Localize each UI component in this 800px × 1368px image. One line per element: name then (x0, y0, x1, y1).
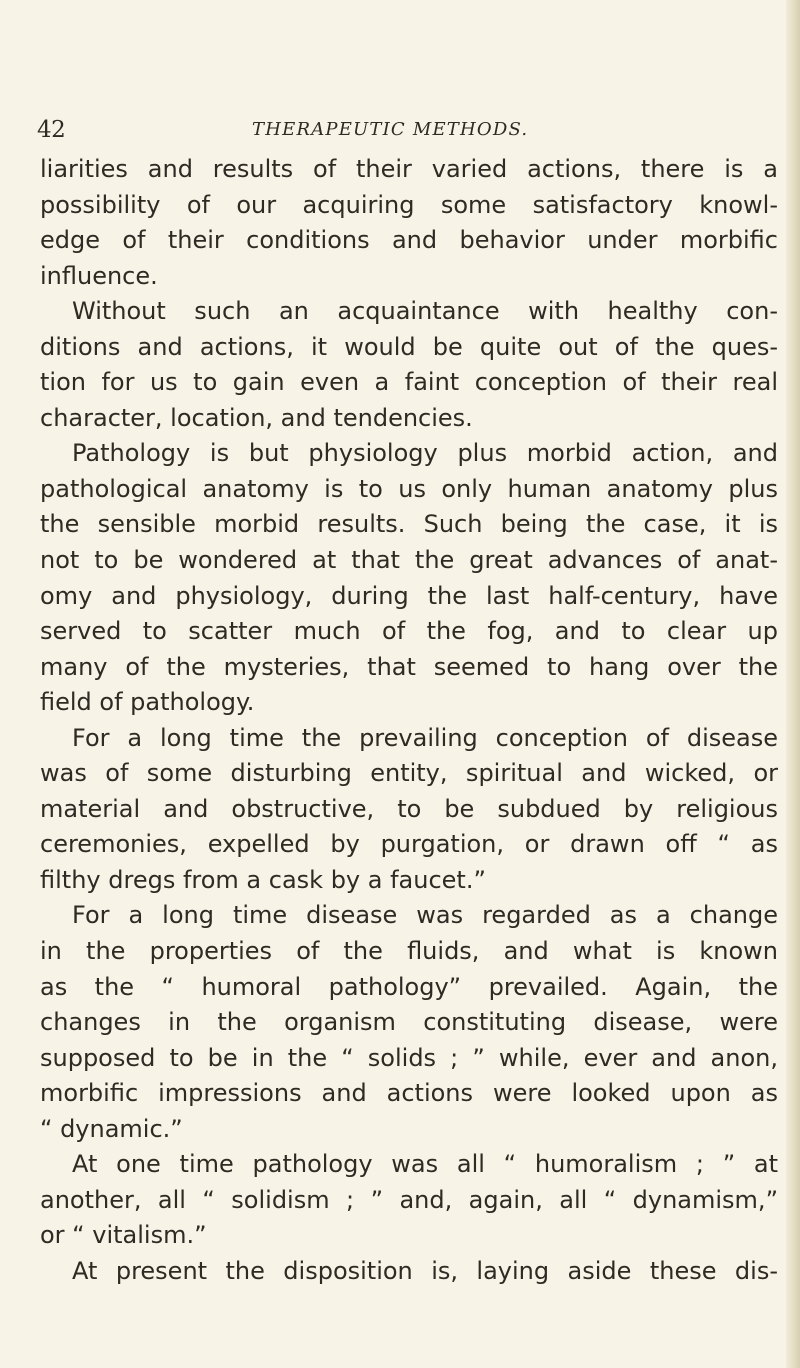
text-line: pathological anatomy is to us only human anatomy plus (40, 474, 778, 503)
text-line: supposed to be in the “ solids ; ” while, ever and anon, (40, 1043, 778, 1072)
text-line: the sensible morbid results. Such being the case, it is (40, 510, 778, 539)
text-line: changes in the organism constituting disease, were (40, 1008, 778, 1037)
text-line: in the properties of the fluids, and what is known (40, 937, 778, 966)
text-line: another, all “ solidism ; ” and, again, all “ dynamism,” (40, 1185, 778, 1214)
text-line: was of some disturbing entity, spiritual and wicked, or (40, 759, 778, 788)
text-line: many of the mysteries, that seemed to hang over the (40, 652, 778, 681)
text-line: influence. (40, 261, 158, 290)
text-line: as the “ humoral pathology” prevailed. Again, the (40, 972, 778, 1001)
text-line: Without such an acquaintance with healthy con- (72, 297, 778, 326)
page-header (0, 117, 800, 147)
text-line: character, location, and tendencies. (40, 403, 473, 432)
text-line: At one time pathology was all “ humoralism ; ” at (72, 1150, 778, 1179)
text-line: For a long time disease was regarded as a change (72, 901, 778, 930)
text-line: ceremonies, expelled by purgation, or drawn off “ as (40, 830, 778, 859)
text-line: ditions and actions, it would be quite out of the ques- (40, 332, 778, 361)
text-line: liarities and results of their varied actions, there is a (40, 155, 778, 183)
body-text (40, 152, 778, 1290)
text-line: For a long time the prevailing conception of disease (72, 723, 778, 752)
text-line: “ dynamic.” (40, 1114, 183, 1143)
text-line: omy and physiology, during the last half-century, have (40, 581, 778, 610)
text-line: possibility of our acquiring some satisfactory knowl- (40, 190, 778, 219)
running-head: THERAPEUTIC METHODS. (252, 119, 529, 140)
text-line: edge of their conditions and behavior under morbific (40, 226, 778, 255)
text-line: field of pathology. (40, 688, 255, 717)
page-number: 42 (37, 117, 66, 143)
text-line: Pathology is but physiology plus morbid action, and (72, 439, 778, 468)
text-line: At present the disposition is, laying aside these dis- (72, 1256, 778, 1285)
text-line: tion for us to gain even a faint conception of their real (40, 368, 778, 397)
text-line: morbific impressions and actions were looked upon as (40, 1079, 778, 1108)
page-edge (786, 0, 800, 1368)
text-line: served to scatter much of the fog, and to clear up (40, 617, 778, 646)
text-line: not to be wondered at that the great advances of anat- (40, 546, 778, 575)
text-line: or “ vitalism.” (40, 1221, 207, 1250)
text-line: material and obstructive, to be subdued by religious (40, 794, 778, 823)
text-line: filthy dregs from a cask by a faucet.” (40, 865, 486, 894)
